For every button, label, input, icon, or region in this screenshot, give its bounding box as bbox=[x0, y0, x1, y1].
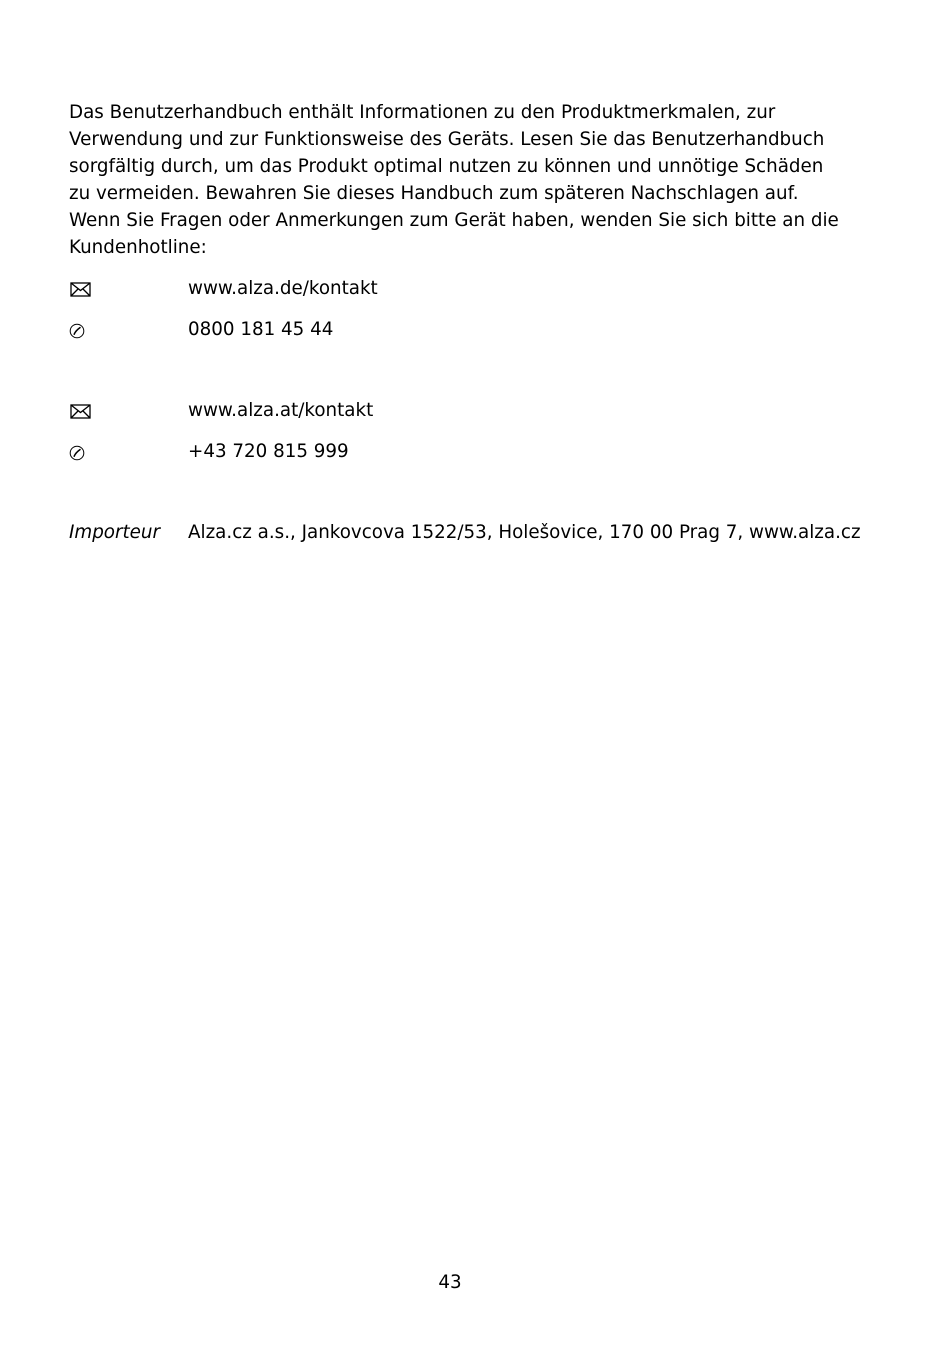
contact-web-link[interactable]: www.alza.at/kontakt bbox=[188, 400, 374, 421]
contact-phone-germany bbox=[69, 317, 869, 343]
contact-phone-number: 0800 181 45 44 bbox=[188, 319, 334, 340]
importer-label: Importeur bbox=[69, 522, 161, 543]
telephone-icon bbox=[69, 320, 93, 342]
contact-phone-austria bbox=[69, 439, 869, 465]
contact-web-link[interactable]: www.alza.de/kontakt bbox=[188, 278, 378, 299]
page-number: 43 bbox=[438, 1272, 462, 1293]
intro-paragraph: Das Benutzerhandbuch enthält Informationen zu den Produktmerkmalen, zur Verwendung und zur Funktionsweise des Geräts. Lesen Sie das Benutzerhandbuch sorgfältig durch, um das Produkt optimal nutzen zu können und unnötige Schäden zu vermeiden. Bewahren Sie dieses Handbuch zum späteren Nachschlagen auf. Wenn Sie Fragen oder Anmerkungen zum Gerät haben, wenden Sie sich bitte an die Kundenhotline: bbox=[69, 102, 839, 258]
contact-web-germany bbox=[69, 276, 869, 302]
contact-web-austria bbox=[69, 398, 869, 424]
envelope-icon bbox=[69, 401, 93, 423]
importer-info bbox=[69, 520, 869, 546]
contact-phone-number: +43 720 815 999 bbox=[188, 441, 349, 462]
envelope-icon bbox=[69, 279, 93, 301]
importer-address: Alza.cz a.s., Jankovcova 1522/53, Holešovice, 170 00 Prag 7, www.alza.cz bbox=[188, 522, 861, 543]
telephone-icon bbox=[69, 442, 93, 464]
